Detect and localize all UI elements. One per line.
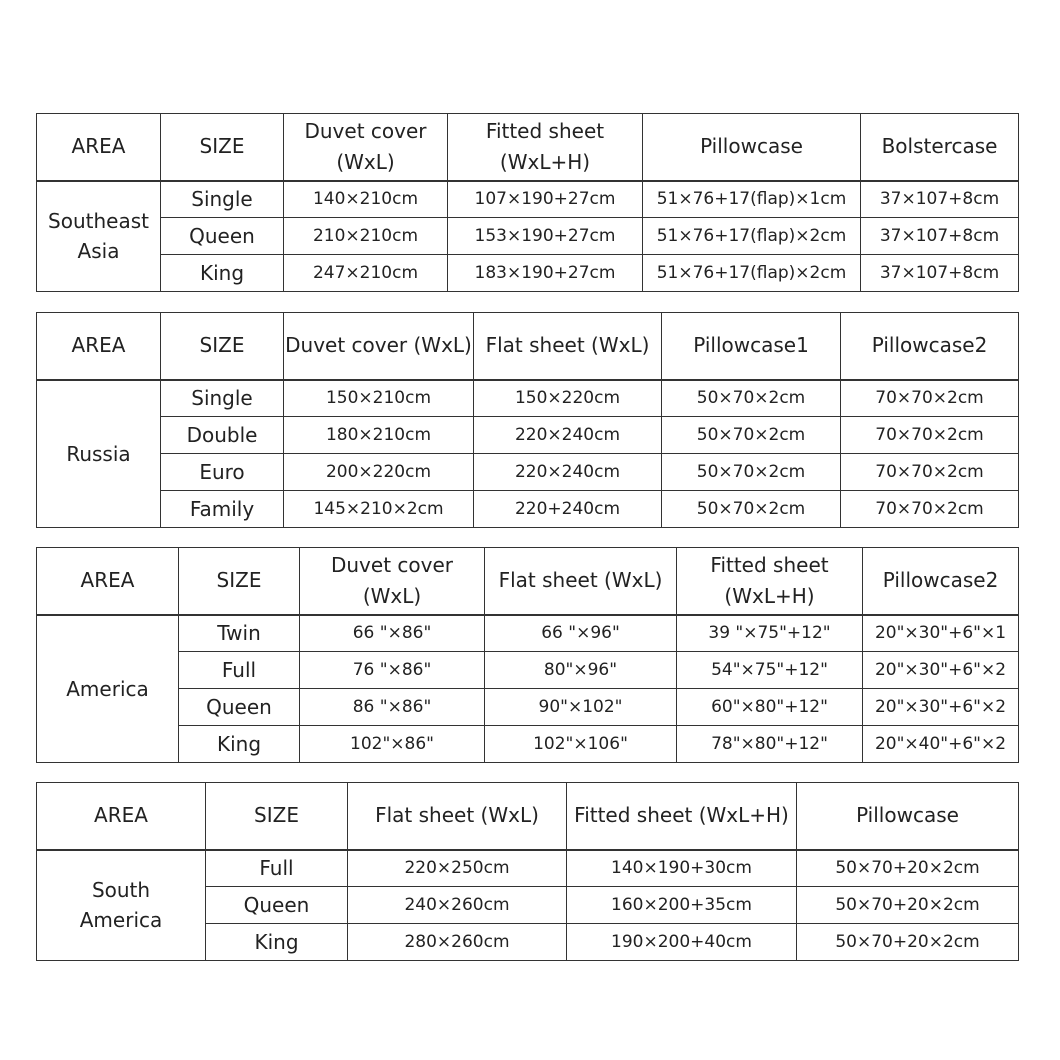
- cell-value: 20"×40"+6"×2: [863, 726, 1019, 763]
- cell-value: 183×190+27cm: [448, 255, 643, 292]
- cell-value: 20"×30"+6"×2: [863, 689, 1019, 726]
- cell-value: 70×70×2cm: [841, 380, 1019, 417]
- cell-value: 50×70×2cm: [662, 491, 841, 528]
- header-size: SIZE: [206, 783, 348, 850]
- header-flat-sheet: Flat sheet (WxL): [485, 548, 677, 615]
- cell-value: 102"×106": [485, 726, 677, 763]
- area-label: America: [37, 615, 179, 763]
- size-label: Single: [161, 380, 284, 417]
- size-table-south-america: [36, 782, 1019, 961]
- size-label: Family: [161, 491, 284, 528]
- size-table-america: [36, 547, 1019, 763]
- table-row: [37, 380, 1019, 417]
- header-fitted-sheet: Fitted sheet (WxL+H): [448, 114, 643, 181]
- cell-value: 180×210cm: [284, 417, 474, 454]
- cell-value: 20"×30"+6"×2: [863, 652, 1019, 689]
- cell-value: 76 "×86": [300, 652, 485, 689]
- cell-value: 66 "×96": [485, 615, 677, 652]
- cell-value: 50×70+20×2cm: [797, 887, 1019, 924]
- size-label: King: [161, 255, 284, 292]
- cell-value: 70×70×2cm: [841, 417, 1019, 454]
- size-table-russia: [36, 312, 1019, 528]
- cell-value: 220+240cm: [474, 491, 662, 528]
- size-label: Full: [206, 850, 348, 887]
- cell-value: 90"×102": [485, 689, 677, 726]
- cell-value: 37×107+8cm: [861, 181, 1019, 218]
- header-duvet-cover: Duvet cover (WxL): [284, 114, 448, 181]
- cell-value: 50×70+20×2cm: [797, 924, 1019, 961]
- table-row: [37, 491, 1019, 528]
- cell-value: 20"×30"+6"×1: [863, 615, 1019, 652]
- cell-value: 240×260cm: [348, 887, 567, 924]
- header-pillowcase2: Pillowcase2: [863, 548, 1019, 615]
- header-pillowcase: Pillowcase: [643, 114, 861, 181]
- table-row: [37, 850, 1019, 887]
- header-fitted-sheet: Fitted sheet (WxL+H): [567, 783, 797, 850]
- cell-value: 51×76+17(flap)×1cm: [643, 181, 861, 218]
- header-flat-sheet: Flat sheet (WxL): [348, 783, 567, 850]
- header-pillowcase: Pillowcase: [797, 783, 1019, 850]
- cell-value: 220×240cm: [474, 454, 662, 491]
- size-label: Queen: [179, 689, 300, 726]
- table-row: [37, 689, 1019, 726]
- header-area: AREA: [37, 313, 161, 380]
- size-label: Queen: [161, 218, 284, 255]
- header-flat-sheet: Flat sheet (WxL): [474, 313, 662, 380]
- cell-value: 39 "×75"+12": [677, 615, 863, 652]
- cell-value: 86 "×86": [300, 689, 485, 726]
- cell-value: 80"×96": [485, 652, 677, 689]
- table-row: [37, 255, 1019, 292]
- header-fitted-sheet: Fitted sheet (WxL+H): [677, 548, 863, 615]
- cell-value: 210×210cm: [284, 218, 448, 255]
- size-label: Single: [161, 181, 284, 218]
- table-row: [37, 615, 1019, 652]
- table-row: [37, 218, 1019, 255]
- header-bolstercase: Bolstercase: [861, 114, 1019, 181]
- size-label: King: [206, 924, 348, 961]
- area-label: Southeast Asia: [37, 181, 161, 292]
- cell-value: 50×70×2cm: [662, 417, 841, 454]
- size-label: Queen: [206, 887, 348, 924]
- cell-value: 220×250cm: [348, 850, 567, 887]
- cell-value: 140×190+30cm: [567, 850, 797, 887]
- cell-value: 280×260cm: [348, 924, 567, 961]
- header-area: AREA: [37, 548, 179, 615]
- cell-value: 150×220cm: [474, 380, 662, 417]
- cell-value: 37×107+8cm: [861, 255, 1019, 292]
- header-area: AREA: [37, 114, 161, 181]
- cell-value: 37×107+8cm: [861, 218, 1019, 255]
- size-label: Euro: [161, 454, 284, 491]
- cell-value: 145×210×2cm: [284, 491, 474, 528]
- area-label: Russia: [37, 380, 161, 528]
- table-row: [37, 454, 1019, 491]
- cell-value: 140×210cm: [284, 181, 448, 218]
- header-duvet-cover: Duvet cover (WxL): [300, 548, 485, 615]
- cell-value: 247×210cm: [284, 255, 448, 292]
- cell-value: 150×210cm: [284, 380, 474, 417]
- cell-value: 153×190+27cm: [448, 218, 643, 255]
- cell-value: 102"×86": [300, 726, 485, 763]
- header-size: SIZE: [161, 313, 284, 380]
- table-row: [37, 417, 1019, 454]
- area-label: South America: [37, 850, 206, 961]
- header-size: SIZE: [161, 114, 284, 181]
- cell-value: 54"×75"+12": [677, 652, 863, 689]
- table-row: [37, 652, 1019, 689]
- cell-value: 160×200+35cm: [567, 887, 797, 924]
- size-label: Twin: [179, 615, 300, 652]
- cell-value: 50×70+20×2cm: [797, 850, 1019, 887]
- cell-value: 190×200+40cm: [567, 924, 797, 961]
- cell-value: 50×70×2cm: [662, 380, 841, 417]
- table-row: [37, 181, 1019, 218]
- cell-value: 60"×80"+12": [677, 689, 863, 726]
- cell-value: 107×190+27cm: [448, 181, 643, 218]
- cell-value: 50×70×2cm: [662, 454, 841, 491]
- cell-value: 70×70×2cm: [841, 491, 1019, 528]
- size-label: Double: [161, 417, 284, 454]
- cell-value: 78"×80"+12": [677, 726, 863, 763]
- cell-value: 51×76+17(flap)×2cm: [643, 255, 861, 292]
- cell-value: 70×70×2cm: [841, 454, 1019, 491]
- header-size: SIZE: [179, 548, 300, 615]
- header-pillowcase1: Pillowcase1: [662, 313, 841, 380]
- size-label: Full: [179, 652, 300, 689]
- table-row: [37, 726, 1019, 763]
- cell-value: 66 "×86": [300, 615, 485, 652]
- header-area: AREA: [37, 783, 206, 850]
- header-pillowcase2: Pillowcase2: [841, 313, 1019, 380]
- size-label: King: [179, 726, 300, 763]
- cell-value: 51×76+17(flap)×2cm: [643, 218, 861, 255]
- header-duvet-cover: Duvet cover (WxL): [284, 313, 474, 380]
- cell-value: 200×220cm: [284, 454, 474, 491]
- size-table-southeast-asia: [36, 113, 1019, 292]
- cell-value: 220×240cm: [474, 417, 662, 454]
